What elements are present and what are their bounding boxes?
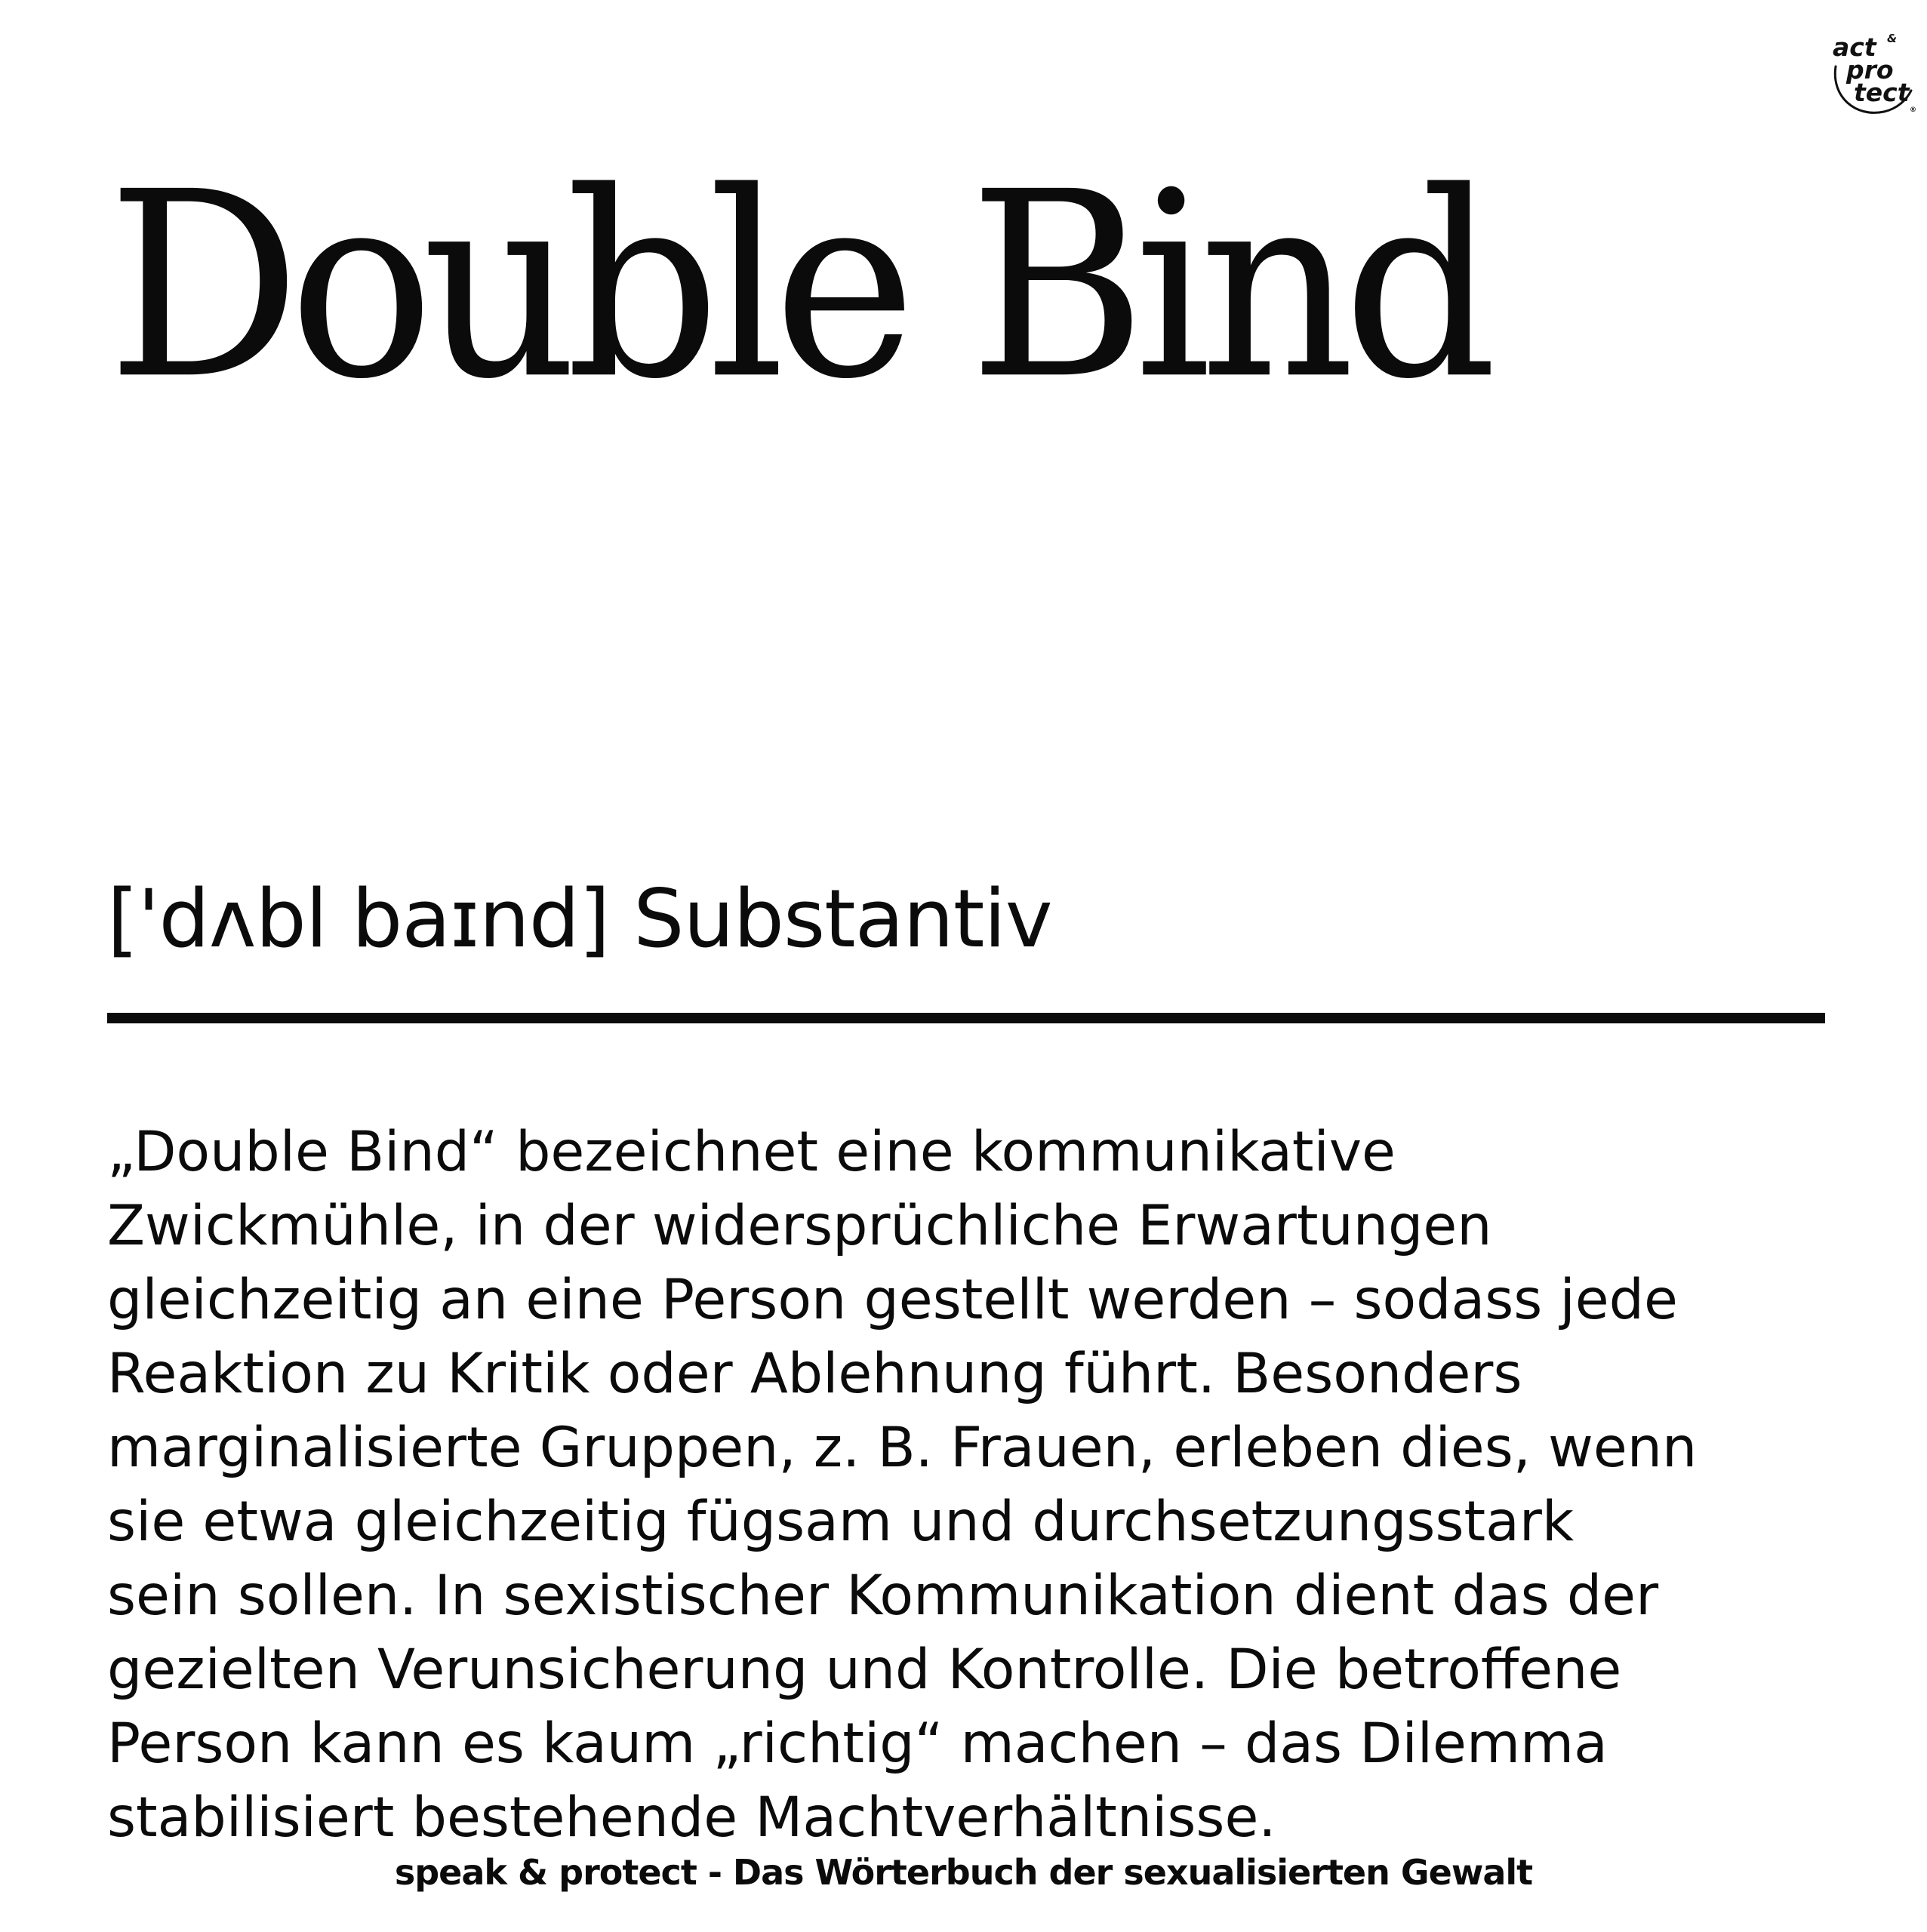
headword-title: Double Bind [107, 137, 1486, 435]
logo-text-pro: pro [1846, 55, 1894, 85]
definition-line: Zwickmühle, in der widersprüchliche Erwartungen [107, 1194, 1492, 1258]
definition-line: marginalisierte Gruppen, z. B. Frauen, erleben dies, wenn [107, 1416, 1698, 1480]
definition-text [107, 1115, 1858, 1855]
part-of-speech: Substantiv [633, 872, 1052, 965]
logo-text-act: act [1833, 32, 1876, 62]
definition-line: Reaktion zu Kritik oder Ablehnung führt. Besonders [107, 1342, 1522, 1406]
phonetic-transcription: ['dʌbl baɪnd] [107, 872, 610, 965]
footer-caption: speak & protect - Das Wörterbuch der sexualisierten Gewalt [394, 1852, 1533, 1893]
definition-line: Person kann es kaum „richtig“ machen – das Dilemma [107, 1712, 1608, 1776]
definition-line: gleichzeitig an eine Person gestellt werden – sodass jede [107, 1268, 1678, 1332]
definition-line: sie etwa gleichzeitig fügsam und durchsetzungsstark [107, 1490, 1575, 1554]
divider-rule [107, 1013, 1825, 1023]
definition-line: stabilisiert bestehende Machtverhältnisse. [107, 1786, 1276, 1850]
definition-line: „Double Bind“ bezeichnet eine kommunikative [107, 1120, 1396, 1184]
definition-line: sein sollen. In sexistischer Kommunikation dient das der [107, 1564, 1659, 1628]
logo-text-ampersand: & [1887, 32, 1898, 45]
logo-text-tect: tect [1854, 78, 1910, 107]
pronunciation-line [107, 872, 1052, 965]
definition-line: gezielten Verunsicherung und Kontrolle. Die betroffene [107, 1638, 1622, 1702]
act-protect-logo [1825, 21, 1914, 119]
logo-registered-mark: ® [1910, 106, 1916, 114]
